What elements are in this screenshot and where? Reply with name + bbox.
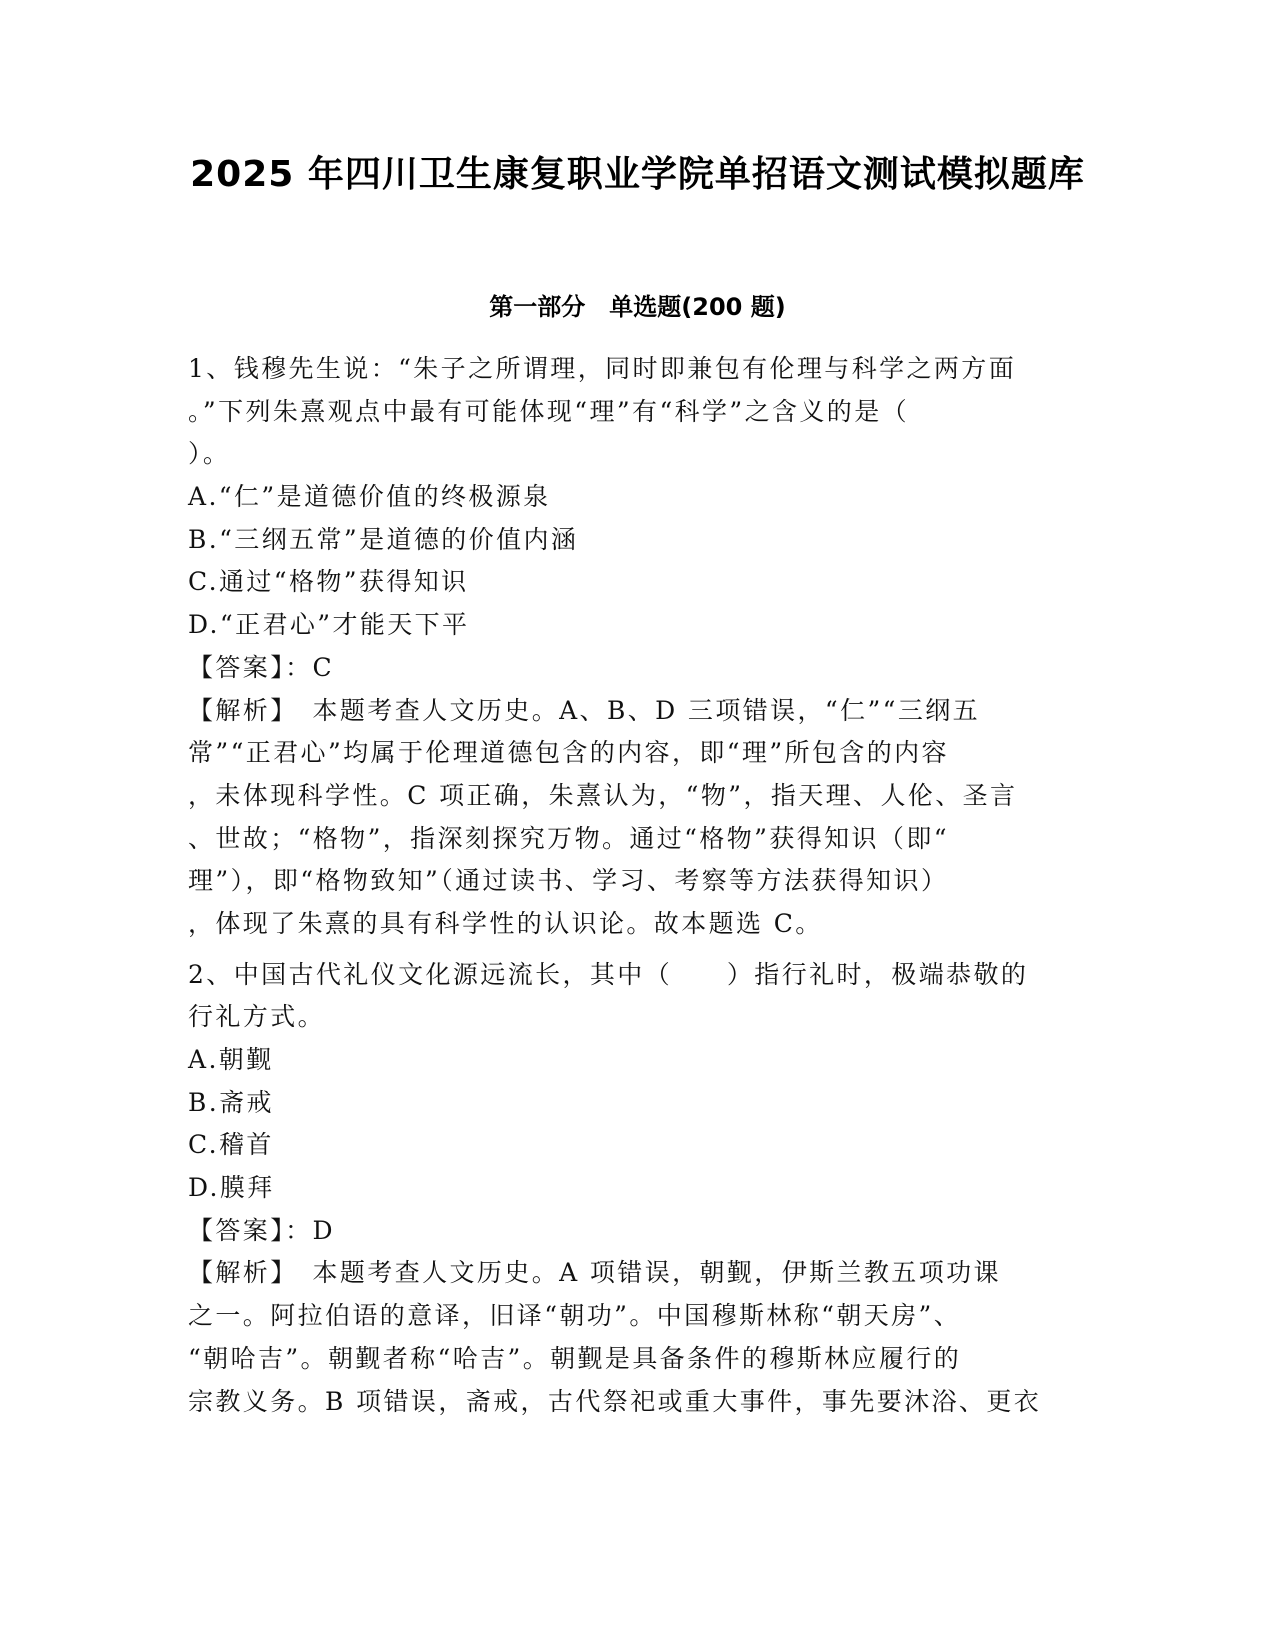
question-1 [188, 348, 1088, 946]
question-2-stem-line: 行礼方式。 [188, 1002, 326, 1032]
question-spacer [188, 946, 1088, 954]
question-2-analysis-line: 宗教义务。B 项错误，斋戒，古代祭祀或重大事件，事先要沐浴、更衣 [188, 1386, 1042, 1416]
question-2-analysis-line: 之一。阿拉伯语的意译，旧译“朝功”。中国穆斯林称“朝天房”、 [188, 1301, 962, 1331]
question-1-option-c: C.通过“格物”获得知识 [188, 567, 469, 597]
question-1-analysis-line: ，体现了朱熹的具有科学性的认识论。故本题选 C。 [188, 908, 823, 938]
question-2-option-d: D.膜拜 [188, 1173, 275, 1203]
question-2-answer: 【答案】：D [188, 1215, 335, 1245]
document-body [188, 348, 1088, 1423]
question-1-analysis-line: 理”），即“格物致知”（通过读书、学习、考察等方法获得知识） [188, 866, 949, 896]
question-1-option-d: D.“正君心”才能天下平 [188, 610, 470, 640]
question-2-stem-line: 2、中国古代礼仪文化源远流长，其中（ ）指行礼时，极端恭敬的 [188, 959, 1029, 989]
question-2-option-a: A.朝觐 [188, 1045, 274, 1074]
question-2 [188, 954, 1088, 1424]
question-1-analysis-line: 、世故；“格物”，指深刻探究万物。通过“格物”获得知识（即“ [188, 823, 949, 853]
question-1-stem-line: ）。 [188, 439, 231, 469]
question-1-stem-line: 1、钱穆先生说：“朱子之所谓理，同时即兼包有伦理与科学之两方面 [188, 354, 1017, 383]
question-1-analysis-line: 常”“正君心”均属于伦理道德包含的内容，即“理”所包含的内容 [188, 738, 949, 768]
question-1-analysis-line: 【解析】 本题考查人文历史。A、B、D 三项错误，“仁”“三纲五 [188, 695, 981, 725]
question-2-option-c: C.稽首 [188, 1130, 274, 1160]
question-1-option-b: B.“三纲五常”是道德的价值内涵 [188, 524, 579, 554]
section-heading: 第一部分 单选题(200 题) [489, 293, 786, 321]
question-1-option-a: A.“仁”是道德价值的终极源泉 [188, 482, 551, 512]
question-2-analysis-line: 【解析】 本题考查人文历史。A 项错误，朝觐，伊斯兰教五项功课 [188, 1258, 1001, 1288]
question-1-stem-line: 。”下列朱熹观点中最有可能体现“理”有“科学”之含义的是（ [188, 396, 910, 426]
question-1-answer: 【答案】：C [188, 652, 335, 682]
document-title: 2025 年四川卫生康复职业学院单招语文测试模拟题库 [190, 154, 1085, 195]
question-2-option-b: B.斋戒 [188, 1087, 274, 1117]
question-2-analysis-line: “朝哈吉”。朝觐者称“哈吉”。朝觐是具备条件的穆斯林应履行的 [188, 1343, 962, 1373]
question-1-analysis-line: ，未体现科学性。C 项正确，朱熹认为，“物”，指天理、人伦、圣言 [188, 780, 1018, 810]
